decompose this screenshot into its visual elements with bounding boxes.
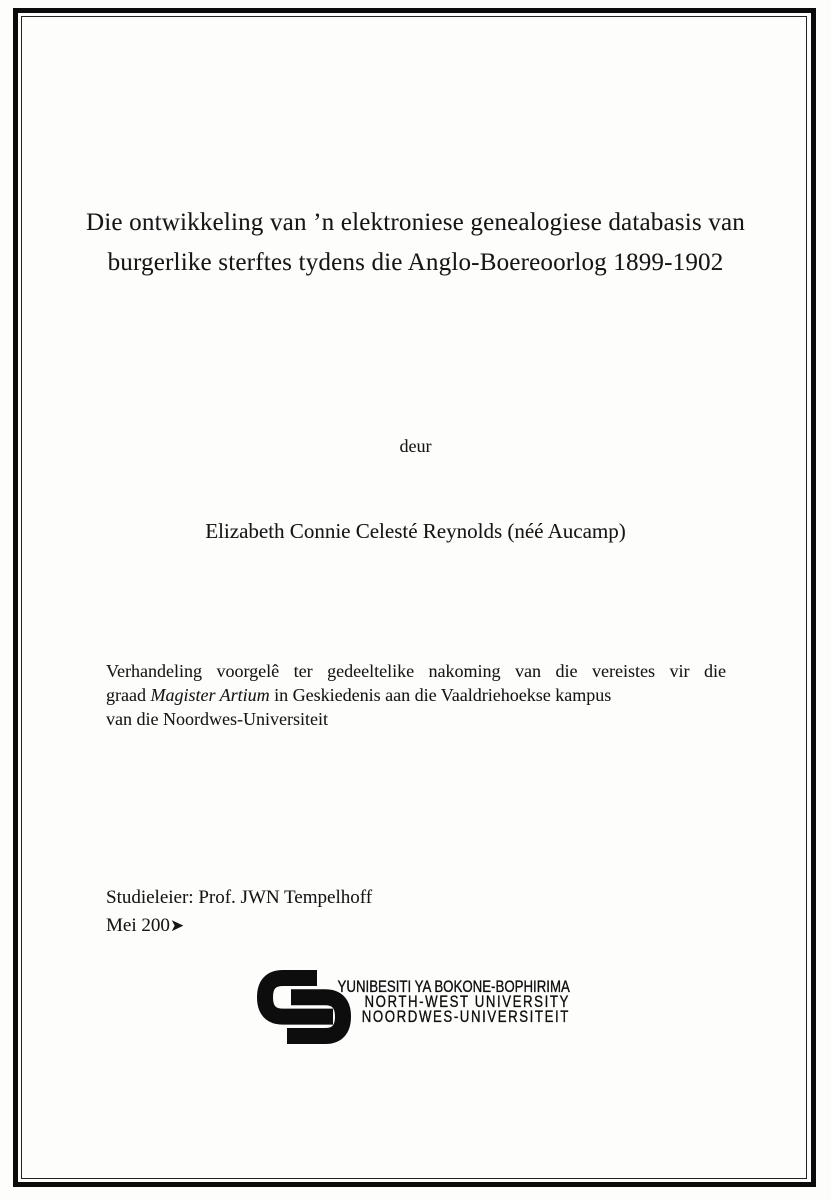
date-line <box>106 912 372 940</box>
university-name-setswana: YUNIBESITI YA BOKONE-BOPHIRIMA <box>337 977 570 996</box>
byline-preposition: deur <box>399 436 432 456</box>
author-name: Elizabeth Connie Celesté Reynolds (néé Aucamp) <box>205 519 626 543</box>
supervisor-line: Studieleier: Prof. JWN Tempelhoff <box>106 887 373 908</box>
declaration-line1: Verhandeling voorgelê ter gedeeltelike nakoming van die vereistes vir die <box>106 661 726 681</box>
university-names <box>338 979 570 1024</box>
declaration-line3: van die Noordwes-Universiteit <box>106 709 328 729</box>
declaration-line2-prefix: graad <box>106 685 151 705</box>
date-text: Mei 200 <box>106 915 170 936</box>
thesis-title-line1: Die ontwikkeling van ’n elektroniese genealogiese databasis van <box>86 209 745 236</box>
university-name-afrikaans: NOORDWES-UNIVERSITEIT <box>361 1007 570 1026</box>
date-seven-glyph: ➤ <box>169 916 185 936</box>
degree-declaration <box>106 659 726 731</box>
declaration-line2 <box>106 683 726 707</box>
thesis-title-line2: burgerlike sterftes tydens die Anglo-Boereoorlog 1899-1902 <box>107 249 724 276</box>
declaration-line2-suffix: in Geskiedenis aan die Vaaldriehoekse kampus <box>269 685 612 705</box>
imprint-block <box>106 884 372 940</box>
university-logo-block <box>256 966 570 1052</box>
thesis-title <box>60 203 771 283</box>
university-name-english: NORTH-WEST UNIVERSITY <box>364 992 570 1011</box>
degree-name: Magister Artium <box>150 685 270 705</box>
